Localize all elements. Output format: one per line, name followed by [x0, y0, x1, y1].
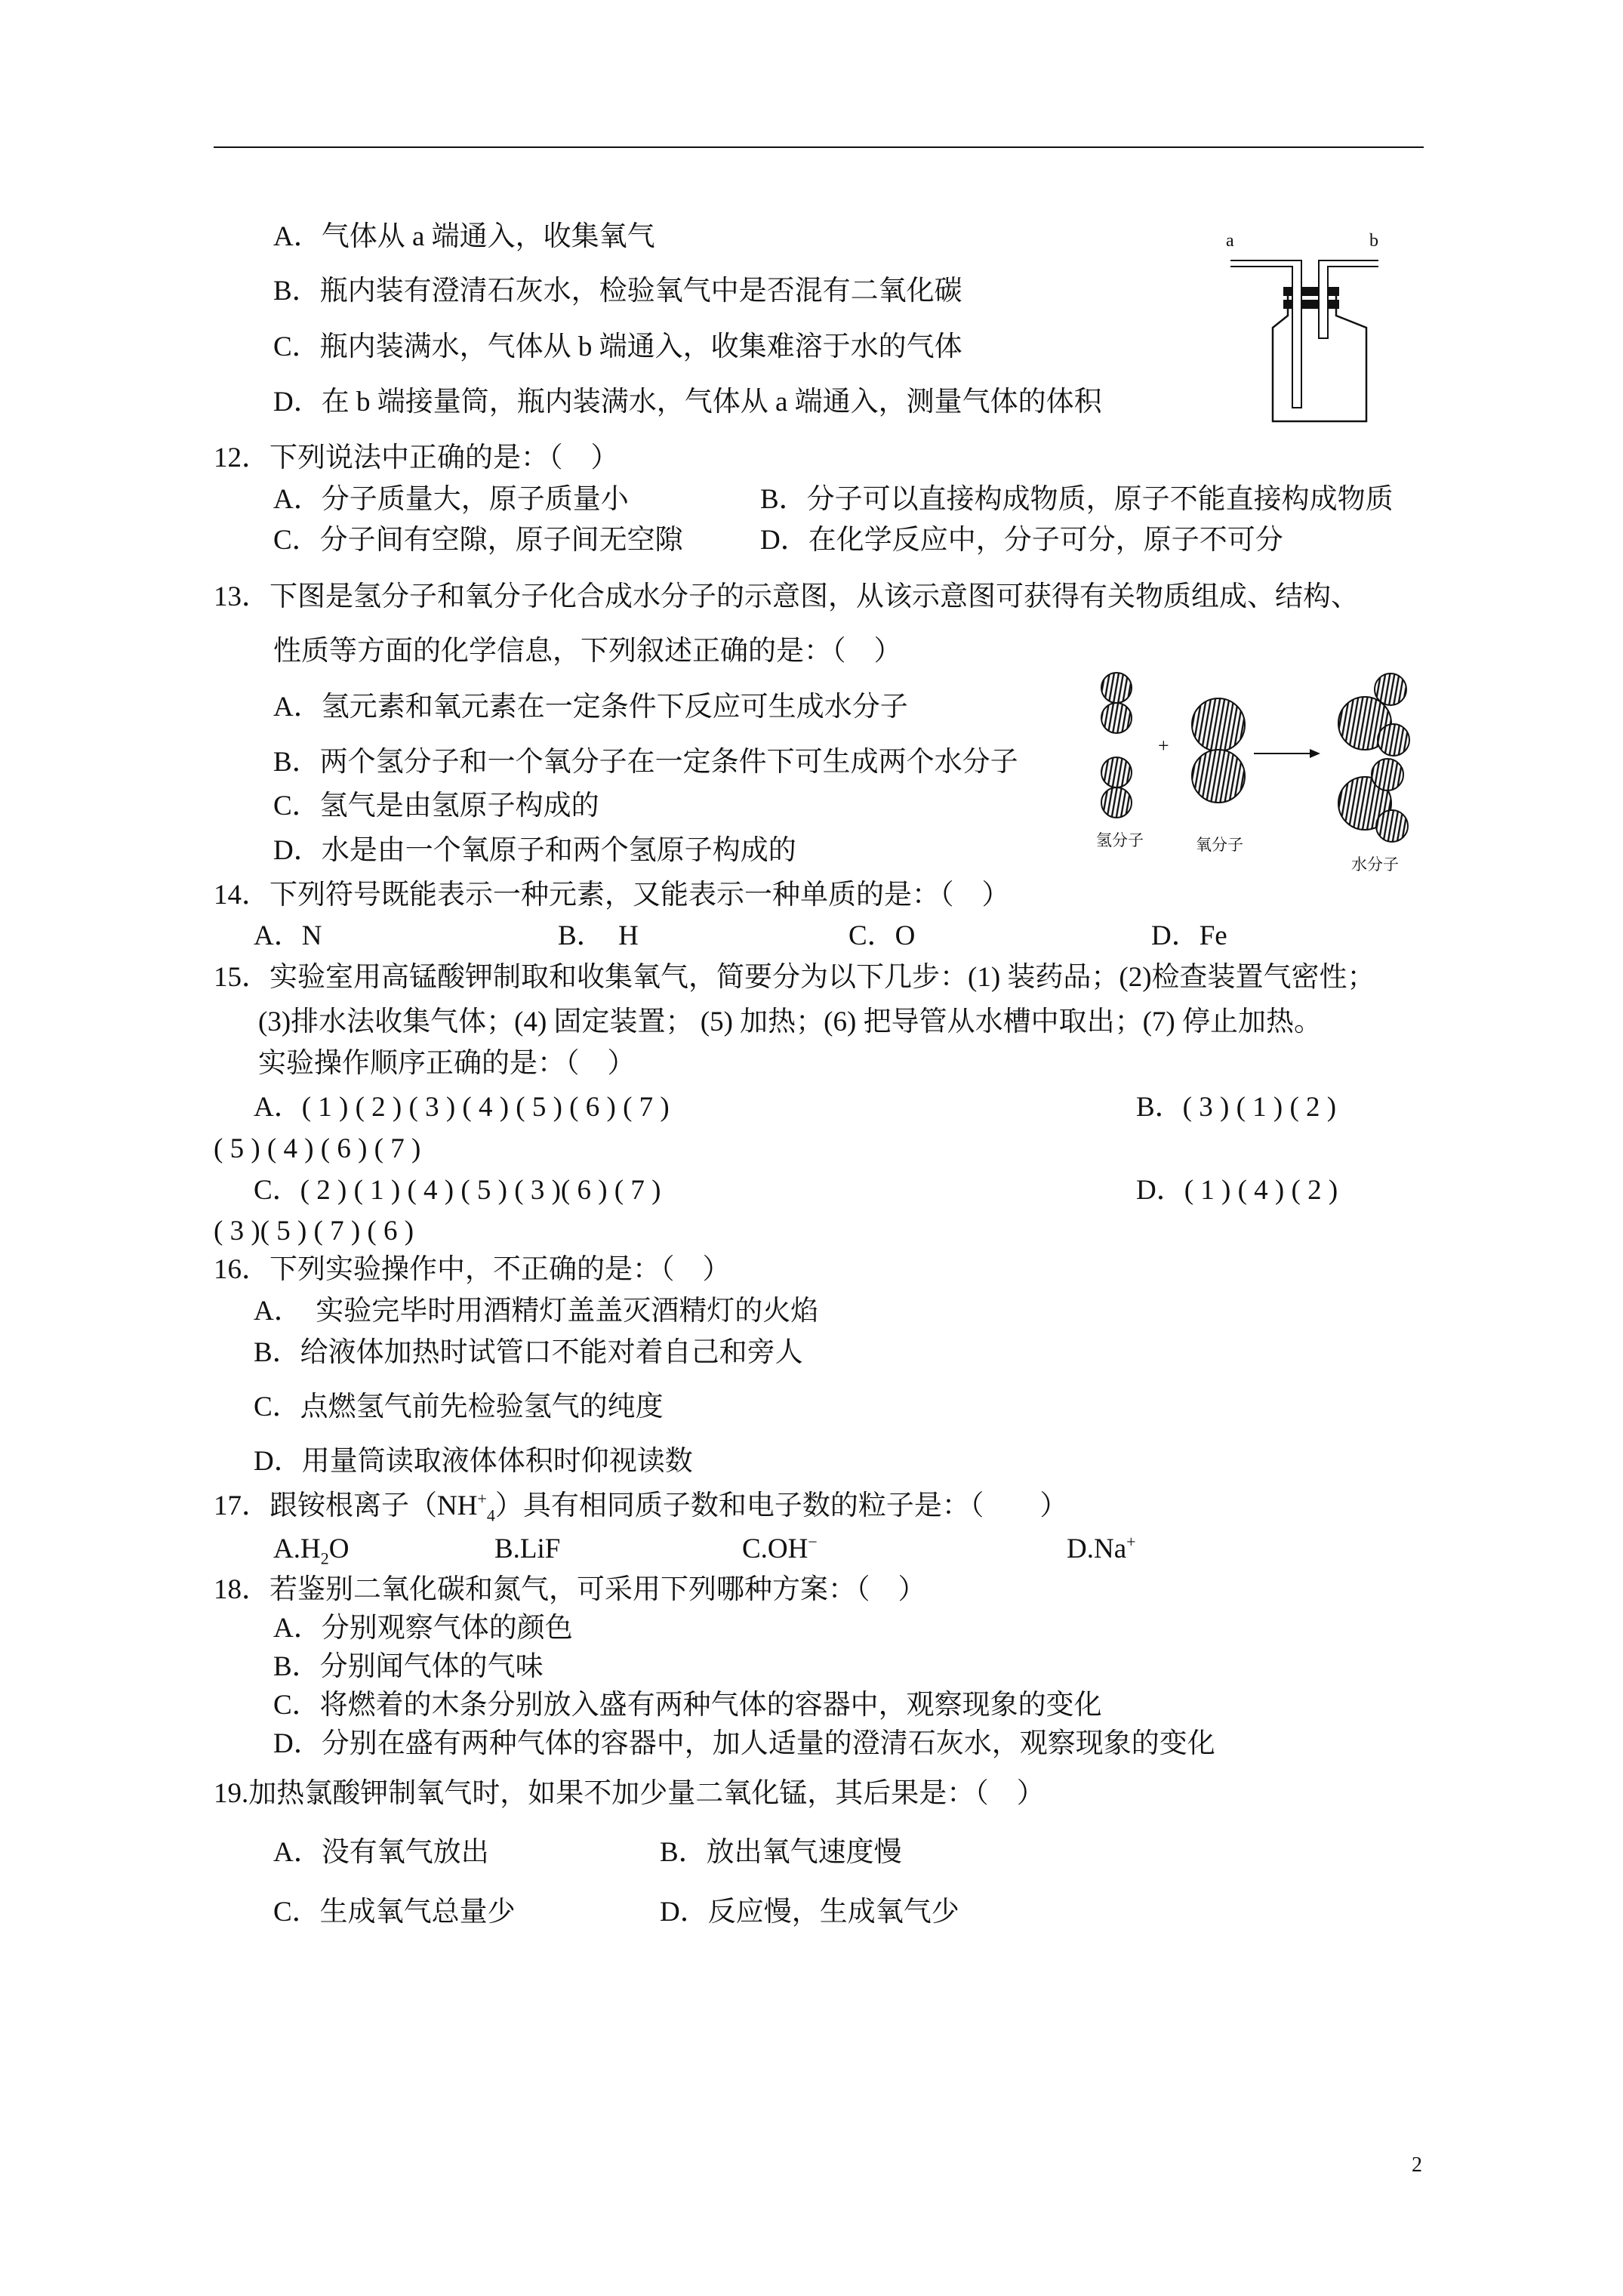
q11-option-c: C．瓶内装满水，气体从 b 端通入，收集难溶于水的气体	[273, 331, 962, 362]
q12-option-a: A．分子质量大，原子质量小	[273, 484, 629, 515]
q15-stem-line3: 实验操作顺序正确的是：（ ）	[258, 1048, 636, 1079]
q12-stem: 12．下列说法中正确的是：（ ）	[214, 442, 619, 473]
molecule-reaction-figure	[1092, 664, 1424, 883]
q17-option-a-tail: O	[328, 1533, 350, 1564]
q15-option-a: A．( 1 ) ( 2 ) ( 3 ) ( 4 ) ( 5 ) ( 6 ) ( 7 )	[254, 1092, 670, 1123]
q19-option-a: A．没有氧气放出	[273, 1837, 489, 1868]
q14-option-c: C．O	[848, 920, 916, 951]
tube-b	[1319, 260, 1378, 338]
plus-sign: +	[1158, 735, 1169, 757]
q17-stem-charge: +	[477, 1489, 487, 1509]
header-rule	[214, 146, 1424, 148]
q17-stem	[214, 1489, 1068, 1525]
oxygen-molecule	[1192, 698, 1245, 803]
label-water-molecule: 水分子	[1351, 855, 1399, 874]
q17-stem-suffix: ）具有相同质子数和电子数的粒子是：（ ）	[494, 1490, 1068, 1521]
q12-option-b: B．分子可以直接构成物质，原子不能直接构成物质	[760, 484, 1394, 515]
gas-washing-bottle-figure	[1218, 227, 1392, 430]
bottle-label-b: b	[1369, 231, 1378, 251]
q13-stem-line1: 13．下图是氢分子和氧分子化合成水分子的示意图，从该示意图可获得有关物质组成、结构、	[214, 581, 1359, 612]
q18-option-c: C．将燃着的木条分别放入盛有两种气体的容器中，观察现象的变化	[273, 1690, 1102, 1721]
q17-stem-prefix: 17．跟铵根离子（NH	[214, 1490, 478, 1521]
q17-option-c-text: C.OH	[742, 1533, 808, 1564]
q12-option-d: D．在化学反应中，分子可分，原子不可分	[760, 525, 1283, 556]
q14-option-b: B． H	[558, 920, 639, 951]
q17-option-a-subscript: 2	[320, 1549, 329, 1568]
label-oxygen-molecule: 氧分子	[1196, 836, 1243, 854]
q19-option-c: C．生成氧气总量少	[273, 1897, 516, 1928]
q15-option-d-line1: D．( 1 ) ( 4 ) ( 2 )	[1136, 1175, 1338, 1206]
tube-a	[1230, 260, 1301, 408]
q16-option-a: A． 实验完毕时用酒精灯盖盖灭酒精灯的火焰	[254, 1296, 819, 1327]
q17-option-d-charge: +	[1126, 1532, 1136, 1552]
q13-stem-line2: 性质等方面的化学信息，下列叙述正确的是：（ ）	[273, 636, 902, 667]
q16-option-b: B．给液体加热时试管口不能对着自己和旁人	[254, 1337, 803, 1368]
page-number: 2	[1412, 2153, 1422, 2177]
q18-option-b: B．分别闻气体的气味	[273, 1651, 544, 1682]
q16-stem: 16．下列实验操作中，不正确的是：（ ）	[214, 1254, 731, 1285]
q13-option-b: B．两个氢分子和一个氧分子在一定条件下可生成两个水分子	[273, 747, 1018, 778]
q11-option-a: A．气体从 a 端通入，收集氧气	[273, 221, 655, 252]
q17-option-a	[273, 1533, 350, 1568]
q17-option-b: B.LiF	[494, 1533, 561, 1564]
label-hydrogen-molecule: 氢分子	[1096, 831, 1144, 849]
q11-option-d: D．在 b 端接量筒，瓶内装满水，气体从 a 端通入，测量气体的体积	[273, 387, 1102, 418]
q12-option-c: C．分子间有空隙，原子间无空隙	[273, 525, 683, 556]
q17-stem-subscript: 4	[486, 1505, 495, 1525]
q19-option-d: D．反应慢，生成氧气少	[660, 1897, 959, 1928]
q15-option-b-line1: B．( 3 ) ( 1 ) ( 2 )	[1136, 1092, 1337, 1123]
q18-stem: 18．若鉴别二氧化碳和氮气，可采用下列哪种方案：（ ）	[214, 1574, 926, 1605]
q13-option-d: D．水是由一个氧原子和两个氢原子构成的	[273, 835, 796, 866]
q14-option-a: A．N	[254, 920, 322, 951]
q16-option-d: D．用量筒读取液体体积时仰视读数	[254, 1446, 693, 1477]
q15-option-d-line2: ( 3 )( 5 ) ( 7 ) ( 6 )	[214, 1216, 414, 1247]
water-molecule-1	[1338, 673, 1409, 756]
q17-option-d	[1067, 1532, 1136, 1564]
q19-option-b: B．放出氧气速度慢	[660, 1837, 902, 1868]
q17-option-c-charge: −	[808, 1532, 818, 1552]
q15-option-b-line2: ( 5 ) ( 4 ) ( 6 ) ( 7 )	[214, 1133, 421, 1164]
q13-option-a: A．氢元素和氧元素在一定条件下反应可生成水分子	[273, 692, 908, 723]
bottle-label-a: a	[1226, 231, 1234, 251]
hydrogen-molecule-1	[1101, 673, 1132, 733]
hydrogen-molecule-2	[1101, 757, 1132, 818]
q17-option-a-text: A.H	[273, 1533, 321, 1564]
q16-option-c: C．点燃氢气前先检验氢气的纯度	[254, 1391, 664, 1422]
q14-stem: 14．下列符号既能表示一种元素，又能表示一种单质的是：（ ）	[214, 880, 1010, 911]
q15-stem-line1: 15．实验室用高锰酸钾制取和收集氧气，简要分为以下几步：(1) 装药品；(2)检查装置气密性；	[214, 962, 1375, 993]
q14-option-d: D．Fe	[1151, 920, 1227, 951]
q13-option-c: C．氢气是由氢原子构成的	[273, 791, 599, 821]
q17-option-d-text: D.Na	[1067, 1533, 1127, 1564]
q11-option-b: B．瓶内装有澄清石灰水，检验氧气中是否混有二氧化碳	[273, 276, 962, 307]
q19-stem: 19.加热氯酸钾制氧气时，如果不加少量二氧化锰，其后果是：（ ）	[214, 1778, 1045, 1809]
q18-option-a: A．分别观察气体的颜色	[273, 1613, 573, 1644]
q15-option-c: C．( 2 ) ( 1 ) ( 4 ) ( 5 ) ( 3 )( 6 ) ( 7 )	[254, 1175, 661, 1206]
q17-option-c	[742, 1532, 818, 1564]
q15-stem-line2: (3)排水法收集气体；(4) 固定装置； (5) 加热；(6) 把导管从水槽中取出；(7) 停止加热。	[258, 1006, 1322, 1037]
water-molecule-2	[1338, 759, 1408, 842]
q18-option-d: D．分别在盛有两种气体的容器中，加人适量的澄清石灰水，观察现象的变化	[273, 1728, 1215, 1759]
reaction-arrow	[1254, 749, 1320, 758]
